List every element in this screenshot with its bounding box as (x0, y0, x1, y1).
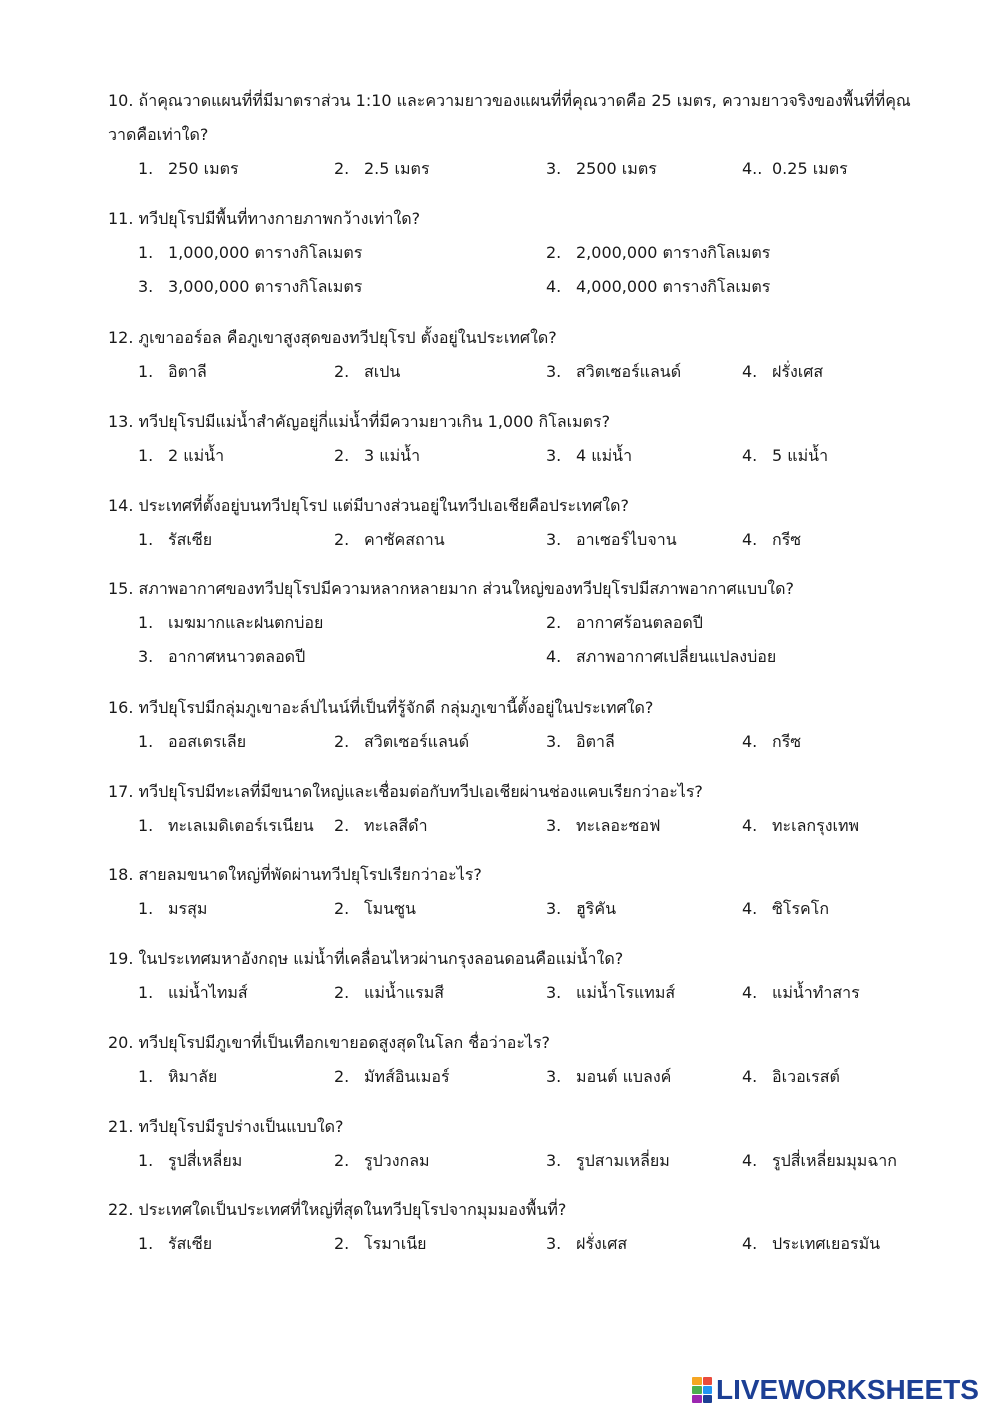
option-1[interactable]: 1. รัสเซีย (138, 530, 213, 549)
options-row (108, 236, 938, 270)
options-row (108, 523, 938, 557)
option-4[interactable]: 4. สภาพอากาศเปลี่ยนแปลงบ่อย (546, 647, 777, 666)
option-4[interactable]: 4. ฝรั่งเศส (742, 362, 824, 381)
question-text: 20. ทวีปยุโรปมีภูเขาที่เป็นเทือกเขายอดสูงสุดในโลก ชื่อว่าอะไร? (108, 1033, 551, 1052)
option-1[interactable]: 1. รัสเซีย (138, 1234, 213, 1253)
options-row (108, 439, 938, 473)
option-2[interactable]: 2. มัทส์อินเมอร์ (334, 1067, 450, 1086)
question-19 (108, 942, 938, 1010)
option-2[interactable]: 2. สเปน (334, 362, 401, 381)
option-3[interactable]: 3. อาเซอร์ไบจาน (546, 530, 677, 549)
option-3[interactable]: 3. 2500 เมตร (546, 159, 657, 178)
options-row (108, 606, 938, 640)
question-text: 18. สายลมขนาดใหญ่ที่พัดผ่านทวีปยุโรปเรียกว่าอะไร? (108, 865, 482, 884)
option-2[interactable]: 2. 2.5 เมตร (334, 159, 430, 178)
question-text: 11. ทวีปยุโรปมีพื้นที่ทางกายภาพกว้างเท่าใด? (108, 209, 421, 228)
question-text: 12. ภูเขาออร์อล คือภูเขาสูงสุดของทวีปยุโรป ตั้งอยู่ในประเทศใด? (108, 328, 557, 347)
option-2[interactable]: 2. แม่น้ำแรมสี (334, 983, 444, 1002)
question-text: 14. ประเทศที่ตั้งอยู่บนทวีปยุโรป แต่มีบางส่วนอยู่ในทวีปเอเชียคือประเทศใด? (108, 496, 629, 515)
options-row (108, 355, 938, 389)
liveworksheets-logo (692, 1374, 979, 1406)
option-1[interactable]: 1. 1,000,000 ตารางกิโลเมตร (138, 243, 363, 262)
question-text: 10. ถ้าคุณวาดแผนที่ที่มีมาตราส่วน 1:10 และความยาวของแผนที่ที่คุณวาดคือ 25 เมตร, ความยาวจริงของพื้นที่ที่คุณ (108, 91, 911, 110)
option-1[interactable]: 1. มรสุม (138, 899, 208, 918)
option-1[interactable]: 1. รูปสี่เหลี่ยม (138, 1151, 243, 1170)
option-2[interactable]: 2. อากาศร้อนตลอดปี (546, 613, 703, 632)
option-3[interactable]: 3. ฮูริคัน (546, 899, 616, 918)
option-3[interactable]: 3. ทะเลอะซอฟ (546, 816, 661, 835)
logo-text: LIVEWORKSHEETS (716, 1374, 979, 1405)
question-text: 22. ประเทศใดเป็นประเทศที่ใหญ่ที่สุดในทวีปยุโรปจากมุมมองพื้นที่? (108, 1200, 567, 1219)
options-row (108, 1144, 938, 1178)
question-text: 19. ในประเทศมหาอังกฤษ แม่น้ำที่เคลื่อนไหวผ่านกรุงลอนดอนคือแม่น้ำใด? (108, 949, 624, 968)
option-1[interactable]: 1. เมฆมากและฝนตกบ่อย (138, 613, 324, 632)
option-4[interactable]: 4. แม่น้ำทำสาร (742, 983, 860, 1002)
option-1[interactable]: 1. 2 แม่น้ำ (138, 446, 225, 465)
option-2[interactable]: 2. สวิตเซอร์แลนด์ (334, 732, 470, 751)
option-4[interactable]: 4. ซิโรคโก (742, 899, 830, 918)
options-row (108, 640, 938, 674)
question-12 (108, 321, 938, 389)
option-4[interactable]: 4. รูปสี่เหลี่ยมมุมฉาก (742, 1151, 897, 1170)
option-4[interactable]: 4. กรีซ (742, 530, 802, 549)
options-row (108, 1227, 938, 1261)
logo-mark-icon (692, 1377, 712, 1403)
option-4[interactable]: 4. ทะเลกรุงเทพ (742, 816, 860, 835)
option-4[interactable]: 4. กรีซ (742, 732, 802, 751)
option-3[interactable]: 3. รูปสามเหลี่ยม (546, 1151, 670, 1170)
question-21 (108, 1110, 938, 1178)
option-2[interactable]: 2. รูปวงกลม (334, 1151, 430, 1170)
option-2[interactable]: 2. คาซัคสถาน (334, 530, 445, 549)
question-18 (108, 858, 938, 926)
option-1[interactable]: 1. หิมาลัย (138, 1067, 218, 1086)
question-17 (108, 775, 938, 843)
question-text: 17. ทวีปยุโรปมีทะเลที่มีขนาดใหญ่และเชื่อมต่อกับทวีปเอเชียผ่านช่องแคบเรียกว่าอะไร? (108, 782, 703, 801)
options-row (108, 809, 938, 843)
option-2[interactable]: 2. 2,000,000 ตารางกิโลเมตร (546, 243, 771, 262)
option-2[interactable]: 2. โมนซูน (334, 899, 416, 918)
options-row (108, 892, 938, 926)
option-1[interactable]: 1. ทะเลเมดิเตอร์เรเนียน (138, 816, 314, 835)
options-row (108, 976, 938, 1010)
option-4[interactable]: 4. 4,000,000 ตารางกิโลเมตร (546, 277, 771, 296)
option-1[interactable]: 1. 250 เมตร (138, 159, 239, 178)
option-3[interactable]: 3. อิตาลี (546, 732, 615, 751)
option-3[interactable]: 3. อากาศหนาวตลอดปี (138, 647, 306, 666)
question-11 (108, 202, 938, 304)
option-3[interactable]: 3. 4 แม่น้ำ (546, 446, 633, 465)
question-13 (108, 405, 938, 473)
question-text: 15. สภาพอากาศของทวีปยุโรปมีความหลากหลายมาก ส่วนใหญ่ของทวีปยุโรปมีสภาพอากาศแบบใด? (108, 579, 794, 598)
option-4[interactable]: 4. 5 แม่น้ำ (742, 446, 829, 465)
option-1[interactable]: 1. อิตาลี (138, 362, 207, 381)
option-3[interactable]: 3. สวิตเซอร์แลนด์ (546, 362, 682, 381)
question-text: 13. ทวีปยุโรปมีแม่น้ำสำคัญอยู่กี่แม่น้ำที่มีความยาวเกิน 1,000 กิโลเมตร? (108, 412, 611, 431)
question-14 (108, 489, 938, 557)
question-22 (108, 1193, 938, 1261)
question-text: 16. ทวีปยุโรปมีกลุ่มภูเขาอะล์ปไนน์ที่เป็นที่รู้จักดี กลุ่มภูเขานี้ตั้งอยู่ในประเทศใด? (108, 698, 654, 717)
question-16 (108, 691, 938, 759)
option-3[interactable]: 3. มอนต์ แบลงค์ (546, 1067, 672, 1086)
options-row (108, 725, 938, 759)
options-row (108, 152, 938, 186)
question-10 (108, 84, 938, 186)
option-1[interactable]: 1. แม่น้ำไทมส์ (138, 983, 248, 1002)
question-15 (108, 572, 938, 674)
option-3[interactable]: 3. แม่น้ำโรแทมส์ (546, 983, 676, 1002)
option-2[interactable]: 2. โรมาเนีย (334, 1234, 427, 1253)
options-row (108, 270, 938, 304)
option-3[interactable]: 3. 3,000,000 ตารางกิโลเมตร (138, 277, 363, 296)
option-1[interactable]: 1. ออสเตรเลีย (138, 732, 247, 751)
option-4[interactable]: 4. อิเวอเรสต์ (742, 1067, 840, 1086)
question-text-continued: วาดคือเท่าใด? (108, 125, 209, 144)
option-3[interactable]: 3. ฝรั่งเศส (546, 1234, 628, 1253)
option-2[interactable]: 2. ทะเลสีดำ (334, 816, 428, 835)
option-4[interactable]: 4. ประเทศเยอรมัน (742, 1234, 881, 1253)
question-20 (108, 1026, 938, 1094)
options-row (108, 1060, 938, 1094)
question-text: 21. ทวีปยุโรปมีรูปร่างเป็นแบบใด? (108, 1117, 344, 1136)
option-2[interactable]: 2. 3 แม่น้ำ (334, 446, 421, 465)
option-4[interactable]: 4.. 0.25 เมตร (742, 159, 848, 178)
